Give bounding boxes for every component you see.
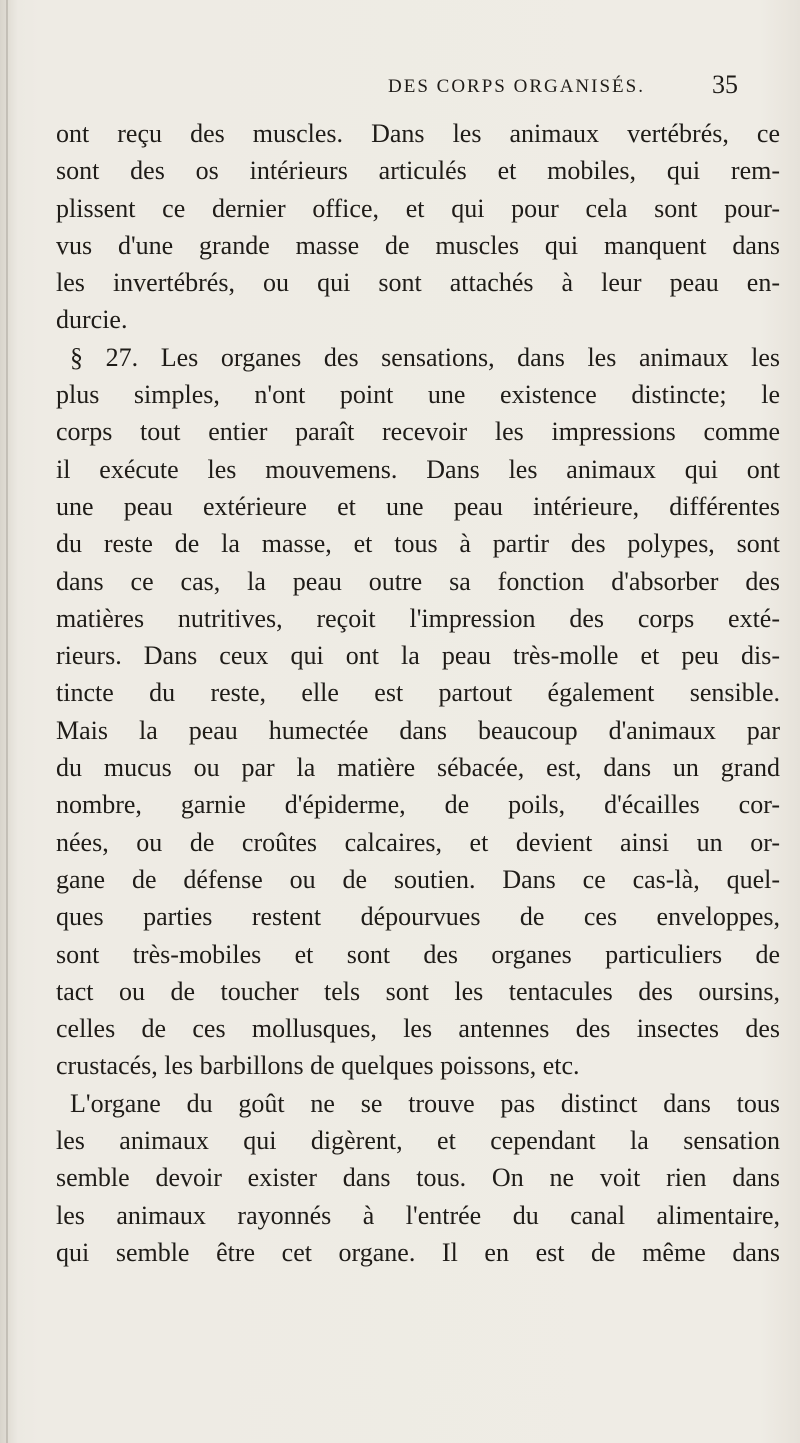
text-line: matières nutritives, reçoit l'impression des corps exté- [56, 603, 780, 633]
text-line: du reste de la masse, et tous à partir des polypes, sont [56, 529, 780, 559]
text-line: plus simples, n'ont point une existence distincte; le [56, 380, 780, 410]
text-line: du mucus ou par la matière sébacée, est, dans un grand [56, 753, 780, 783]
binding-gutter [6, 0, 8, 1443]
body-text [56, 115, 780, 1271]
text-line: tincte du reste, elle est partout également sensible. [56, 678, 780, 708]
text-line: Mais la peau humectée dans beaucoup d'animaux par [56, 715, 780, 745]
text-line: les animaux qui digèrent, et cependant la sensation [56, 1126, 780, 1156]
text-line: crustacés, les barbillons de quelques poissons, etc. [56, 1051, 580, 1081]
text-line: semble devoir exister dans tous. On ne voit rien dans [56, 1163, 780, 1193]
running-title: DES CORPS ORGANISÉS. [388, 76, 645, 97]
text-line: il exécute les mouvemens. Dans les animaux qui ont [56, 454, 780, 484]
section-heading-line: § 27. Les organes des sensations, dans les animaux les [70, 342, 780, 372]
text-line: vus d'une grande masse de muscles qui manquent dans [56, 230, 780, 260]
text-line: celles de ces mollusques, les antennes des insectes des [56, 1014, 780, 1044]
text-line: nombre, garnie d'épiderme, de poils, d'écailles cor- [56, 790, 780, 820]
text-line: ques parties restent dépourvues de ces enveloppes, [56, 902, 780, 932]
text-line: ont reçu des muscles. Dans les animaux vertébrés, ce [56, 119, 780, 148]
text-line: L'organe du goût ne se trouve pas distinct dans tous [70, 1088, 780, 1118]
text-line: les animaux rayonnés à l'entrée du canal alimentaire, [56, 1200, 780, 1230]
text-line: sont très-mobiles et sont des organes particuliers de [56, 939, 780, 969]
text-line: durcie. [56, 305, 128, 335]
text-line: tact ou de toucher tels sont les tentacules des oursins, [56, 976, 780, 1006]
text-line: plissent ce dernier office, et qui pour cela sont pour- [56, 193, 780, 223]
text-line: dans ce cas, la peau outre sa fonction d'absorber des [56, 566, 780, 596]
text-line: corps tout entier paraît recevoir les impressions comme [56, 417, 780, 447]
text-line: une peau extérieure et une peau intérieure, différentes [56, 491, 780, 521]
text-line: qui semble être cet organe. Il en est de même dans [56, 1237, 780, 1267]
text-line: les invertébrés, ou qui sont attachés à leur peau en- [56, 268, 780, 298]
text-line: rieurs. Dans ceux qui ont la peau très-molle et peu dis- [56, 641, 780, 671]
text-line: nées, ou de croûtes calcaires, et devient ainsi un or- [56, 827, 780, 857]
text-line: gane de défense ou de soutien. Dans ce cas-là, quel- [56, 864, 780, 894]
page-number: 35 [712, 70, 738, 99]
text-line: sont des os intérieurs articulés et mobiles, qui rem- [56, 156, 780, 186]
